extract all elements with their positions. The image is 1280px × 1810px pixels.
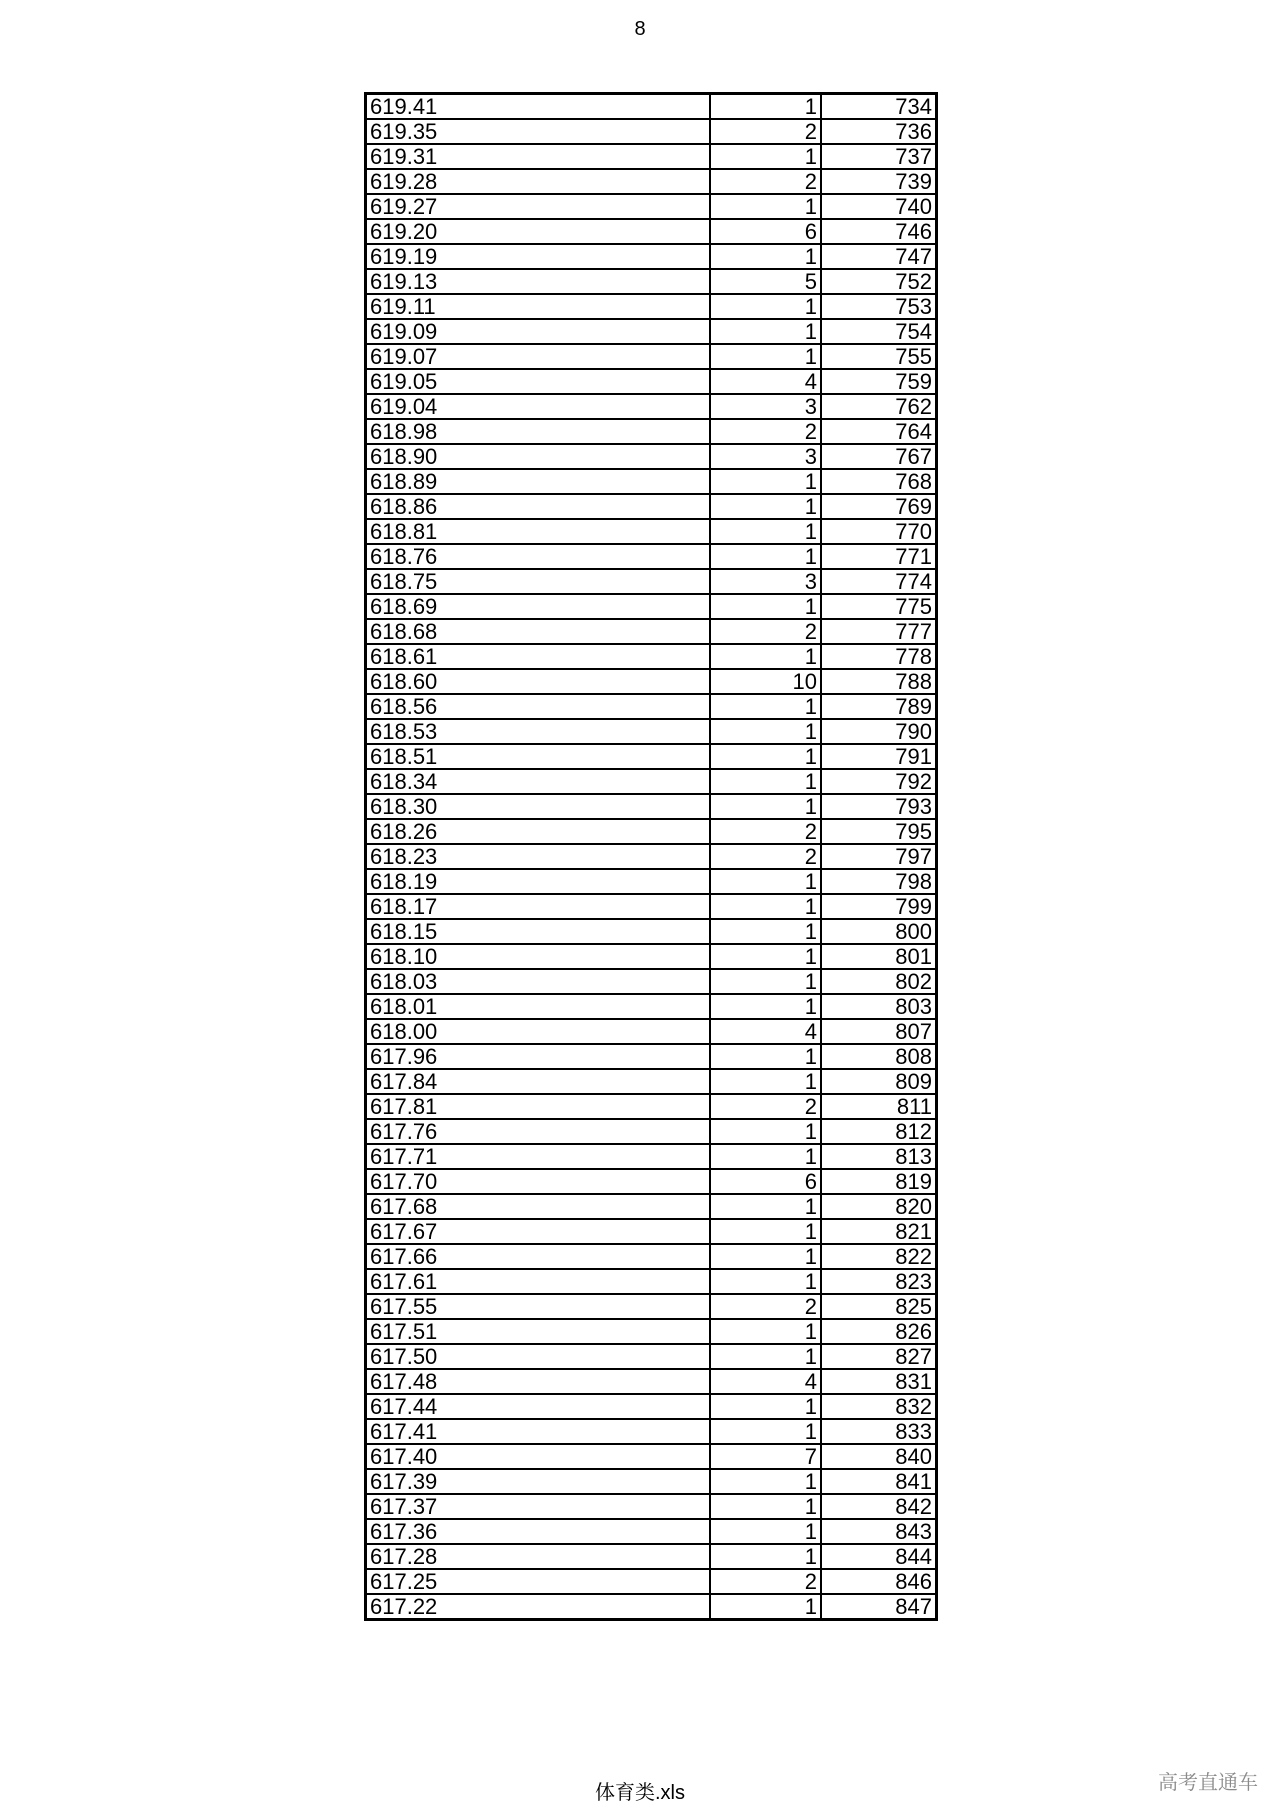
cumulative-cell: 739 xyxy=(821,169,937,194)
score-cell: 619.05 xyxy=(366,369,711,394)
table-row xyxy=(366,769,937,794)
cumulative-cell: 840 xyxy=(821,1444,937,1469)
table-row xyxy=(366,844,937,869)
count-cell: 1 xyxy=(710,469,821,494)
count-cell: 1 xyxy=(710,794,821,819)
table-row xyxy=(366,944,937,969)
cumulative-cell: 775 xyxy=(821,594,937,619)
table-row xyxy=(366,494,937,519)
cumulative-cell: 795 xyxy=(821,819,937,844)
cumulative-cell: 777 xyxy=(821,619,937,644)
cumulative-cell: 740 xyxy=(821,194,937,219)
count-cell: 1 xyxy=(710,519,821,544)
cumulative-cell: 846 xyxy=(821,1569,937,1594)
score-cell: 617.71 xyxy=(366,1144,711,1169)
cumulative-cell: 771 xyxy=(821,544,937,569)
cumulative-cell: 808 xyxy=(821,1044,937,1069)
score-cell: 618.89 xyxy=(366,469,711,494)
score-cell: 617.28 xyxy=(366,1544,711,1569)
score-cell: 618.03 xyxy=(366,969,711,994)
table-row xyxy=(366,569,937,594)
score-cell: 618.53 xyxy=(366,719,711,744)
score-cell: 618.81 xyxy=(366,519,711,544)
table-row xyxy=(366,1019,937,1044)
cumulative-cell: 755 xyxy=(821,344,937,369)
cumulative-cell: 801 xyxy=(821,944,937,969)
table-row xyxy=(366,1419,937,1444)
cumulative-cell: 790 xyxy=(821,719,937,744)
table-row xyxy=(366,969,937,994)
score-cell: 619.20 xyxy=(366,219,711,244)
table-row xyxy=(366,344,937,369)
table-row xyxy=(366,1119,937,1144)
table-row xyxy=(366,294,937,319)
score-cell: 618.00 xyxy=(366,1019,711,1044)
table-row xyxy=(366,1094,937,1119)
count-cell: 1 xyxy=(710,694,821,719)
cumulative-cell: 803 xyxy=(821,994,937,1019)
table-row xyxy=(366,419,937,444)
count-cell: 1 xyxy=(710,719,821,744)
table-row xyxy=(366,269,937,294)
cumulative-cell: 754 xyxy=(821,319,937,344)
score-cell: 617.50 xyxy=(366,1344,711,1369)
count-cell: 2 xyxy=(710,844,821,869)
count-cell: 5 xyxy=(710,269,821,294)
cumulative-cell: 823 xyxy=(821,1269,937,1294)
count-cell: 2 xyxy=(710,419,821,444)
score-cell: 619.11 xyxy=(366,294,711,319)
cumulative-cell: 820 xyxy=(821,1194,937,1219)
count-cell: 1 xyxy=(710,494,821,519)
watermark: 高考直通车 xyxy=(1158,1772,1258,1794)
table-row xyxy=(366,1069,937,1094)
table-row xyxy=(366,119,937,144)
count-cell: 1 xyxy=(710,319,821,344)
table-row xyxy=(366,194,937,219)
table-row xyxy=(366,394,937,419)
score-cell: 618.30 xyxy=(366,794,711,819)
cumulative-cell: 737 xyxy=(821,144,937,169)
count-cell: 1 xyxy=(710,94,821,120)
table-row xyxy=(366,1169,937,1194)
count-cell: 1 xyxy=(710,1219,821,1244)
cumulative-cell: 734 xyxy=(821,94,937,120)
count-cell: 1 xyxy=(710,294,821,319)
table-row xyxy=(366,369,937,394)
cumulative-cell: 833 xyxy=(821,1419,937,1444)
table-row xyxy=(366,819,937,844)
cumulative-cell: 778 xyxy=(821,644,937,669)
table-row xyxy=(366,694,937,719)
cumulative-cell: 802 xyxy=(821,969,937,994)
count-cell: 4 xyxy=(710,369,821,394)
table-row xyxy=(366,444,937,469)
count-cell: 3 xyxy=(710,444,821,469)
table-row xyxy=(366,1344,937,1369)
count-cell: 1 xyxy=(710,1194,821,1219)
count-cell: 1 xyxy=(710,1069,821,1094)
table-row xyxy=(366,469,937,494)
score-cell: 617.81 xyxy=(366,1094,711,1119)
table-row xyxy=(366,1494,937,1519)
count-cell: 1 xyxy=(710,594,821,619)
cumulative-cell: 841 xyxy=(821,1469,937,1494)
score-cell: 618.76 xyxy=(366,544,711,569)
score-cell: 618.10 xyxy=(366,944,711,969)
count-cell: 3 xyxy=(710,569,821,594)
count-cell: 2 xyxy=(710,119,821,144)
table-row xyxy=(366,1219,937,1244)
cumulative-cell: 799 xyxy=(821,894,937,919)
count-cell: 1 xyxy=(710,194,821,219)
score-cell: 617.40 xyxy=(366,1444,711,1469)
cumulative-cell: 825 xyxy=(821,1294,937,1319)
cumulative-cell: 793 xyxy=(821,794,937,819)
table-row xyxy=(366,619,937,644)
cumulative-cell: 819 xyxy=(821,1169,937,1194)
table-row xyxy=(366,719,937,744)
score-cell: 617.70 xyxy=(366,1169,711,1194)
cumulative-cell: 747 xyxy=(821,244,937,269)
cumulative-cell: 769 xyxy=(821,494,937,519)
cumulative-cell: 809 xyxy=(821,1069,937,1094)
table-row xyxy=(366,219,937,244)
table-row xyxy=(366,669,937,694)
cumulative-cell: 764 xyxy=(821,419,937,444)
count-cell: 1 xyxy=(710,869,821,894)
page-number: 8 xyxy=(634,18,646,40)
count-cell: 1 xyxy=(710,744,821,769)
count-cell: 1 xyxy=(710,244,821,269)
count-cell: 6 xyxy=(710,219,821,244)
count-cell: 7 xyxy=(710,1444,821,1469)
count-cell: 4 xyxy=(710,1369,821,1394)
cumulative-cell: 768 xyxy=(821,469,937,494)
score-cell: 617.48 xyxy=(366,1369,711,1394)
cumulative-cell: 770 xyxy=(821,519,937,544)
count-cell: 1 xyxy=(710,994,821,1019)
score-cell: 617.41 xyxy=(366,1419,711,1444)
count-cell: 1 xyxy=(710,1594,821,1620)
table-row xyxy=(366,994,937,1019)
table-row xyxy=(366,1294,937,1319)
cumulative-cell: 812 xyxy=(821,1119,937,1144)
count-cell: 1 xyxy=(710,1419,821,1444)
score-cell: 619.28 xyxy=(366,169,711,194)
score-cell: 618.61 xyxy=(366,644,711,669)
score-cell: 617.84 xyxy=(366,1069,711,1094)
cumulative-cell: 821 xyxy=(821,1219,937,1244)
table-row xyxy=(366,319,937,344)
count-cell: 1 xyxy=(710,1544,821,1569)
count-cell: 1 xyxy=(710,969,821,994)
count-cell: 1 xyxy=(710,1494,821,1519)
score-cell: 618.34 xyxy=(366,769,711,794)
count-cell: 1 xyxy=(710,344,821,369)
score-cell: 617.55 xyxy=(366,1294,711,1319)
cumulative-cell: 811 xyxy=(821,1094,937,1119)
cumulative-cell: 774 xyxy=(821,569,937,594)
cumulative-cell: 842 xyxy=(821,1494,937,1519)
cumulative-cell: 791 xyxy=(821,744,937,769)
table-row xyxy=(366,744,937,769)
count-cell: 2 xyxy=(710,1294,821,1319)
count-cell: 2 xyxy=(710,1094,821,1119)
score-cell: 619.04 xyxy=(366,394,711,419)
cumulative-cell: 767 xyxy=(821,444,937,469)
count-cell: 1 xyxy=(710,544,821,569)
cumulative-cell: 832 xyxy=(821,1394,937,1419)
cumulative-cell: 844 xyxy=(821,1544,937,1569)
score-cell: 619.13 xyxy=(366,269,711,294)
count-cell: 1 xyxy=(710,144,821,169)
count-cell: 1 xyxy=(710,1519,821,1544)
score-cell: 617.37 xyxy=(366,1494,711,1519)
table-row xyxy=(366,794,937,819)
table-row xyxy=(366,144,937,169)
score-cell: 617.25 xyxy=(366,1569,711,1594)
table-row xyxy=(366,644,937,669)
count-cell: 4 xyxy=(710,1019,821,1044)
score-cell: 618.75 xyxy=(366,569,711,594)
table-row xyxy=(366,1519,937,1544)
score-cell: 617.36 xyxy=(366,1519,711,1544)
count-cell: 1 xyxy=(710,1244,821,1269)
cumulative-cell: 822 xyxy=(821,1244,937,1269)
score-cell: 618.15 xyxy=(366,919,711,944)
score-cell: 619.09 xyxy=(366,319,711,344)
count-cell: 1 xyxy=(710,944,821,969)
score-cell: 618.56 xyxy=(366,694,711,719)
table-row xyxy=(366,94,937,120)
score-table-body xyxy=(366,94,937,1620)
score-cell: 617.96 xyxy=(366,1044,711,1069)
score-cell: 618.90 xyxy=(366,444,711,469)
table-row xyxy=(366,869,937,894)
score-cell: 617.22 xyxy=(366,1594,711,1620)
table-row xyxy=(366,1469,937,1494)
table-row xyxy=(366,919,937,944)
count-cell: 3 xyxy=(710,394,821,419)
score-cell: 619.27 xyxy=(366,194,711,219)
table-row xyxy=(366,1044,937,1069)
cumulative-cell: 792 xyxy=(821,769,937,794)
table-row xyxy=(366,1244,937,1269)
score-cell: 618.01 xyxy=(366,994,711,1019)
cumulative-cell: 788 xyxy=(821,669,937,694)
table-row xyxy=(366,244,937,269)
score-cell: 617.66 xyxy=(366,1244,711,1269)
count-cell: 6 xyxy=(710,1169,821,1194)
table-row xyxy=(366,1144,937,1169)
count-cell: 1 xyxy=(710,1269,821,1294)
count-cell: 1 xyxy=(710,769,821,794)
cumulative-cell: 847 xyxy=(821,1594,937,1620)
count-cell: 1 xyxy=(710,1394,821,1419)
cumulative-cell: 746 xyxy=(821,219,937,244)
score-cell: 618.23 xyxy=(366,844,711,869)
cumulative-cell: 827 xyxy=(821,1344,937,1369)
score-cell: 619.31 xyxy=(366,144,711,169)
score-cell: 619.07 xyxy=(366,344,711,369)
score-cell: 617.76 xyxy=(366,1119,711,1144)
count-cell: 1 xyxy=(710,919,821,944)
score-cell: 618.19 xyxy=(366,869,711,894)
score-cell: 617.44 xyxy=(366,1394,711,1419)
count-cell: 1 xyxy=(710,1119,821,1144)
score-cell: 617.68 xyxy=(366,1194,711,1219)
table-row xyxy=(366,1569,937,1594)
count-cell: 1 xyxy=(710,644,821,669)
count-cell: 2 xyxy=(710,619,821,644)
table-row xyxy=(366,1544,937,1569)
count-cell: 1 xyxy=(710,1044,821,1069)
count-cell: 1 xyxy=(710,1469,821,1494)
count-cell: 10 xyxy=(710,669,821,694)
score-cell: 617.51 xyxy=(366,1319,711,1344)
score-cell: 618.60 xyxy=(366,669,711,694)
table-row xyxy=(366,169,937,194)
score-cell: 618.86 xyxy=(366,494,711,519)
table-row xyxy=(366,1194,937,1219)
cumulative-cell: 813 xyxy=(821,1144,937,1169)
score-cell: 617.67 xyxy=(366,1219,711,1244)
count-cell: 1 xyxy=(710,1319,821,1344)
score-cell: 618.17 xyxy=(366,894,711,919)
cumulative-cell: 831 xyxy=(821,1369,937,1394)
count-cell: 1 xyxy=(710,1144,821,1169)
count-cell: 2 xyxy=(710,1569,821,1594)
table-row xyxy=(366,1444,937,1469)
score-table xyxy=(364,92,938,1621)
table-row xyxy=(366,1369,937,1394)
table-row xyxy=(366,1319,937,1344)
cumulative-cell: 800 xyxy=(821,919,937,944)
score-cell: 618.69 xyxy=(366,594,711,619)
count-cell: 1 xyxy=(710,1344,821,1369)
cumulative-cell: 826 xyxy=(821,1319,937,1344)
table-row xyxy=(366,594,937,619)
table-row xyxy=(366,1394,937,1419)
cumulative-cell: 789 xyxy=(821,694,937,719)
score-cell: 619.41 xyxy=(366,94,711,120)
cumulative-cell: 759 xyxy=(821,369,937,394)
table-row xyxy=(366,1594,937,1620)
cumulative-cell: 807 xyxy=(821,1019,937,1044)
table-row xyxy=(366,519,937,544)
score-cell: 618.98 xyxy=(366,419,711,444)
score-cell: 618.68 xyxy=(366,619,711,644)
count-cell: 2 xyxy=(710,819,821,844)
score-cell: 618.26 xyxy=(366,819,711,844)
cumulative-cell: 752 xyxy=(821,269,937,294)
score-cell: 619.19 xyxy=(366,244,711,269)
cumulative-cell: 797 xyxy=(821,844,937,869)
cumulative-cell: 762 xyxy=(821,394,937,419)
table-row xyxy=(366,894,937,919)
table-row xyxy=(366,544,937,569)
cumulative-cell: 843 xyxy=(821,1519,937,1544)
count-cell: 1 xyxy=(710,894,821,919)
footer-filename: 体育类.xls xyxy=(595,1782,685,1804)
score-cell: 618.51 xyxy=(366,744,711,769)
score-cell: 617.39 xyxy=(366,1469,711,1494)
score-cell: 619.35 xyxy=(366,119,711,144)
cumulative-cell: 736 xyxy=(821,119,937,144)
score-cell: 617.61 xyxy=(366,1269,711,1294)
table-row xyxy=(366,1269,937,1294)
cumulative-cell: 798 xyxy=(821,869,937,894)
count-cell: 2 xyxy=(710,169,821,194)
cumulative-cell: 753 xyxy=(821,294,937,319)
